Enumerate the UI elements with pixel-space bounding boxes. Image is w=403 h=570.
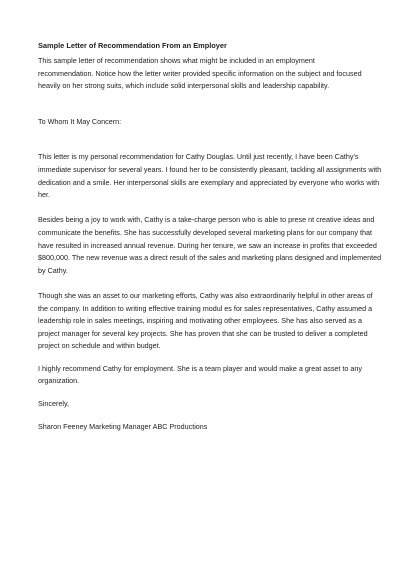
intro-line: This sample letter of recommendation shows what might be included in an employment [38, 56, 315, 65]
letter-title: Sample Letter of Recommendation From an Employer [38, 41, 227, 50]
paragraph-line: project manager for several key projects. She has proven that she can be trusted to deliver a completed [38, 328, 368, 338]
paragraph-4 [38, 363, 368, 388]
intro-paragraph [38, 55, 368, 93]
paragraph-line: Though she was an asset to our marketing efforts, Cathy was also extraordinarily helpful in other areas of [38, 290, 373, 300]
paragraph-line: $800,000. The new revenue was a direct result of the sales and marketing plans designed and implemented [38, 253, 382, 263]
intro-line: recommendation. Notice how the letter writer provided specific information on the subject and focused [38, 68, 362, 78]
letter-body [38, 40, 382, 433]
paragraph-line: This letter is my personal recommendation for Cathy Douglas. Until just recently, I have been Cathy's [38, 152, 359, 162]
paragraph-3 [38, 290, 373, 353]
paragraph-line: the company. In addition to writing effective training modul es for sales representatives, Cathy assumed a [38, 303, 373, 313]
intro-line: heavily on her strong suits, which include solid interpersonal skills and leadership capability. [38, 81, 330, 91]
signature: Sharon Feeney Marketing Manager ABC Productions [38, 421, 208, 431]
paragraph-line: her. [38, 190, 50, 200]
paragraph-line: project on schedule and within budget. [38, 341, 161, 351]
paragraph-line: immediate supervisor for several years. I found her to be consistently pleasant, tackling all assignments with [38, 164, 382, 174]
paragraph-2 [38, 214, 382, 277]
paragraph-line: dedication and a smile. Her interpersonal skills are exemplary and appreciated by everyone who works with [38, 177, 380, 187]
paragraph-line: leadership role in sales meetings, inspiring and motivating other employees. She has also served as a [38, 316, 363, 326]
paragraph-line: I highly recommend Cathy for employment. She is a team player and would make a great asset to any [38, 363, 362, 373]
closing: Sincerely, [38, 399, 70, 409]
salutation: To Whom It May Concern: [38, 116, 122, 126]
paragraph-line: Besides being a joy to work with, Cathy is a take-charge person who is able to prese nt creative ideas and [38, 215, 375, 225]
paragraph-line: by Cathy. [38, 265, 68, 275]
paragraph-line: communicate the benefits. She has successfully developed several marketing plans for our company that [38, 227, 372, 237]
paragraph-line: organization. [38, 376, 80, 386]
paragraph-line: have resulted in increased annual revenue. During her tenure, we saw an increase in profits that exceeded [38, 240, 377, 250]
paragraph-1 [38, 151, 382, 201]
